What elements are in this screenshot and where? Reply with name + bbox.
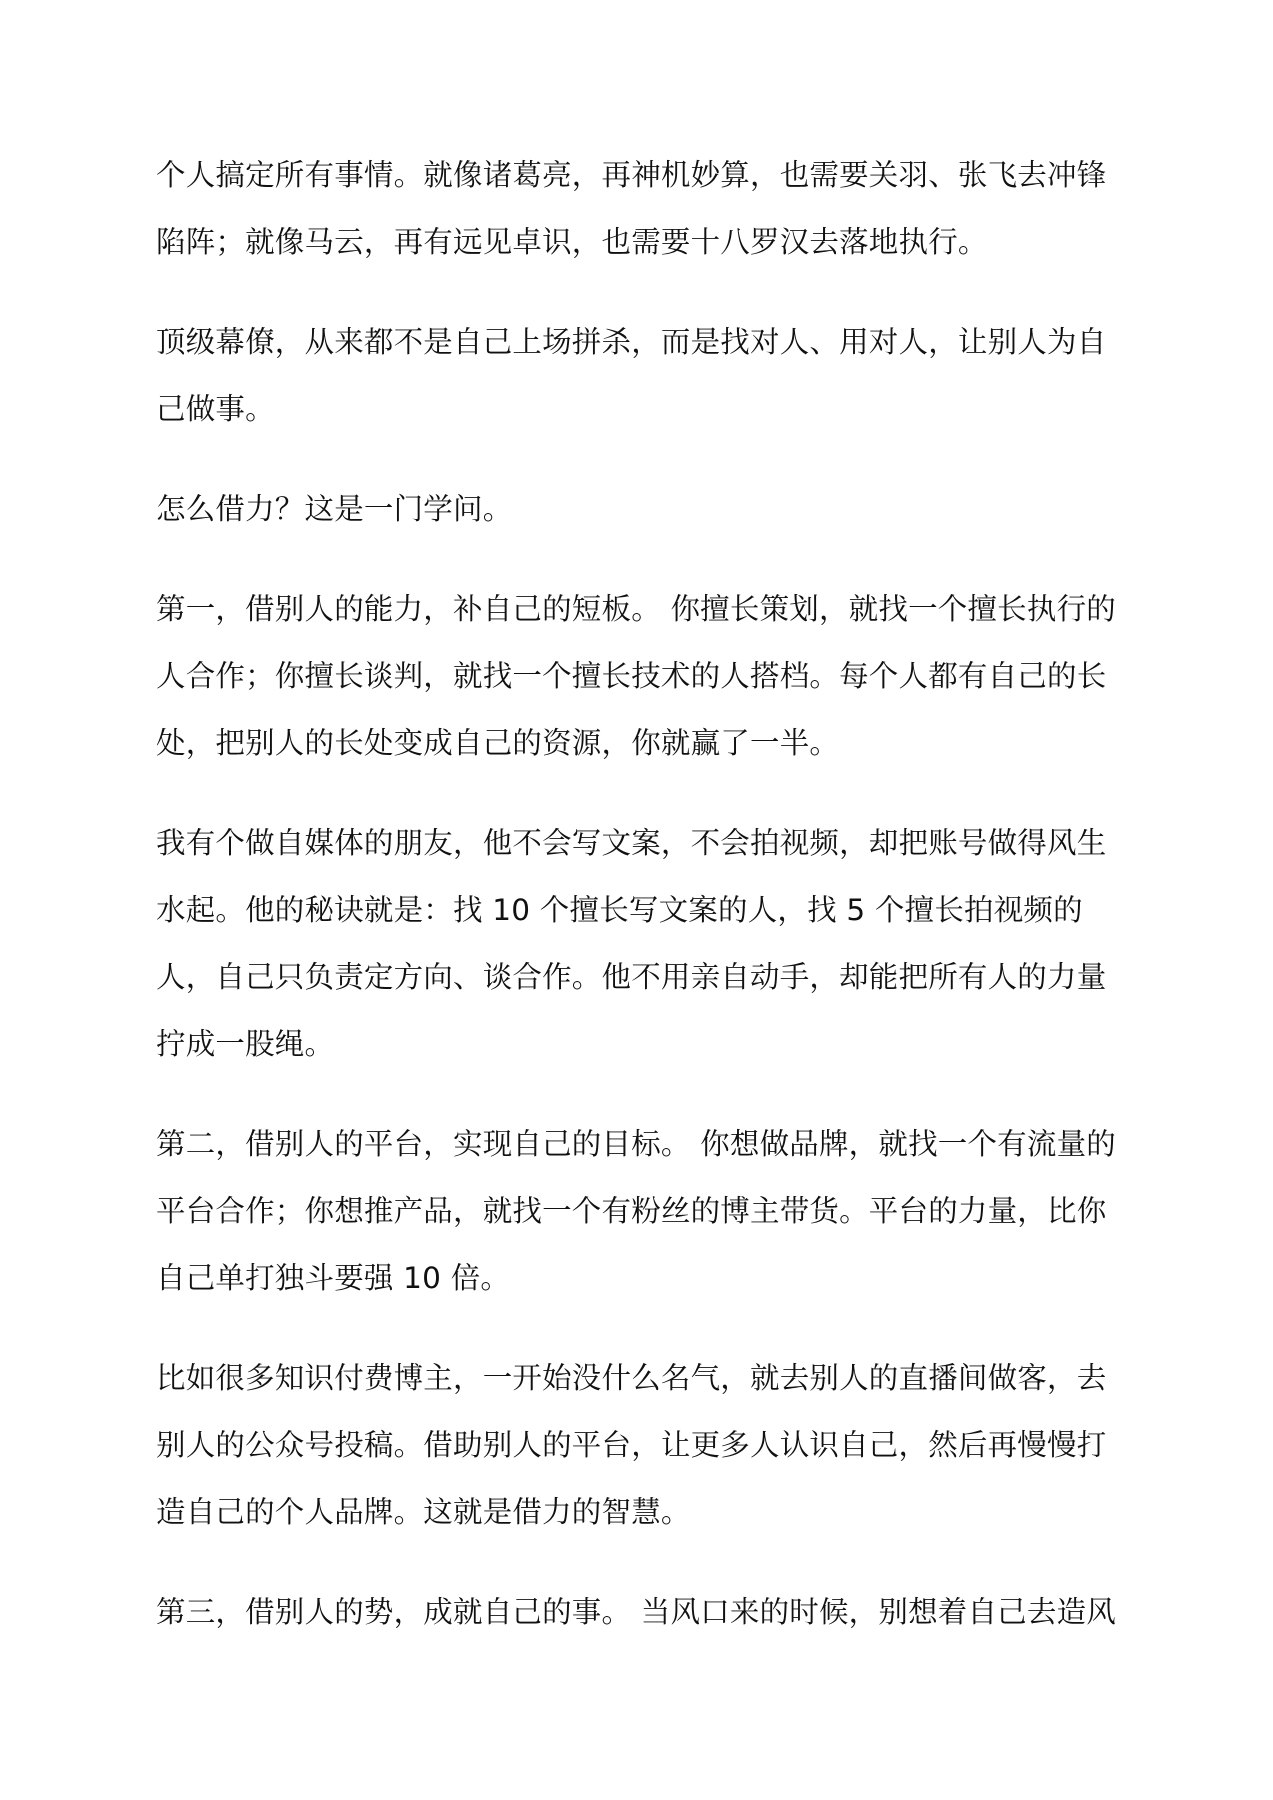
paragraph [156,309,1128,443]
text-line: 怎么借力？这是一门学问。 [156,492,513,526]
text-line: 拧成一股绳。 [156,1027,335,1061]
text-line: 个人搞定所有事情。就像诸葛亮，再神机妙算，也需要关羽、张飞去冲锋 [156,158,1107,192]
paragraph [156,1345,1128,1546]
text-line: 人，自己只负责定方向、谈合作。他不用亲自动手，却能把所有人的力量 [156,960,1107,994]
text-line: 陷阵；就像马云，再有远见卓识，也需要十八罗汉去落地执行。 [156,225,988,259]
text-line: 造自己的个人品牌。这就是借力的智慧。 [156,1495,691,1529]
paragraph [156,576,1128,777]
paragraph [156,142,1128,276]
text-line: 第一，借别人的能力，补自己的短板。 你擅长策划，就找一个擅长执行的 [156,592,1116,626]
text-line: 人合作；你擅长谈判，就找一个擅长技术的人搭档。每个人都有自己的长 [156,659,1107,693]
paragraph [156,810,1128,1078]
text-line: 顶级幕僚，从来都不是自己上场拼杀，而是找对人、用对人，让别人为自 [156,325,1107,359]
paragraph [156,1111,1128,1312]
text-line: 水起。他的秘诀就是：找 10 个擅长写文案的人，找 5 个擅长拍视频的 [156,893,1083,927]
paragraph [156,1579,1128,1646]
text-line: 我有个做自媒体的朋友，他不会写文案，不会拍视频，却把账号做得风生 [156,826,1107,860]
text-line: 己做事。 [156,392,275,426]
text-line: 第三，借别人的势，成就自己的事。 当风口来的时候，别想着自己去造风 [156,1595,1116,1629]
text-line: 比如很多知识付费博主，一开始没什么名气，就去别人的直播间做客，去 [156,1361,1107,1395]
text-line: 第二，借别人的平台，实现自己的目标。 你想做品牌，就找一个有流量的 [156,1127,1116,1161]
text-line: 别人的公众号投稿。借助别人的平台，让更多人认识自己，然后再慢慢打 [156,1428,1107,1462]
text-line: 处，把别人的长处变成自己的资源，你就赢了一半。 [156,726,840,760]
article-body [156,142,1128,1679]
paragraph [156,476,1128,543]
text-line: 自己单打独斗要强 10 倍。 [156,1261,511,1295]
text-line: 平台合作；你想推产品，就找一个有粉丝的博主带货。平台的力量，比你 [156,1194,1107,1228]
